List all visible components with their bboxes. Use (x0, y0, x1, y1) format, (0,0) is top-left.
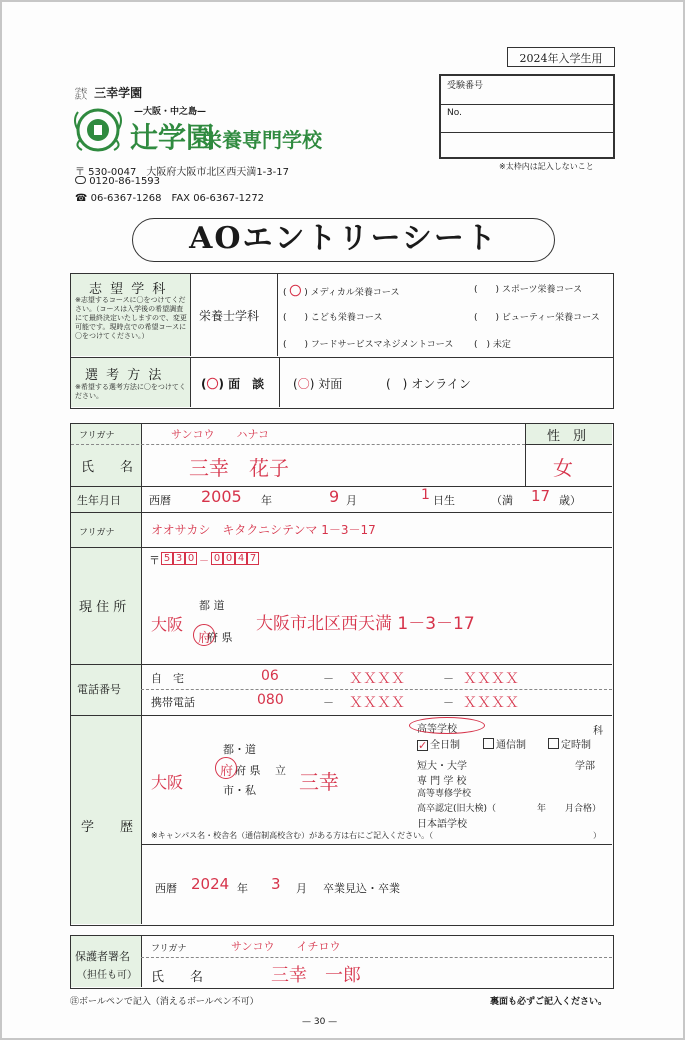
freedial-icon (75, 176, 86, 184)
school-postal-address: 〒 530-0047 大阪府大阪市北区西天満1-3-17 (75, 167, 289, 178)
grad-month[interactable]: 3 (271, 875, 281, 893)
address-street[interactable]: 大阪市北区西天満 1－3－17 (256, 614, 475, 634)
exam-number-box (439, 74, 615, 159)
address-furigana-label: フリガナ (79, 528, 115, 538)
furigana-label: フリガナ (79, 431, 115, 441)
furigana-value[interactable]: サンコウ ハナコ (171, 428, 270, 441)
school-name-sub: 栄養専門学校 (202, 128, 322, 152)
education-label: 学 歴 (81, 820, 134, 835)
school-corp: 学校法人 $^{三幸学園}$ (75, 86, 143, 101)
home-phone-2[interactable]: ＸＸＸＸ (349, 671, 405, 687)
selection-interview[interactable]: (〇) 面 談 (201, 377, 265, 391)
course-sports[interactable]: ( ) スポーツ栄養コース (474, 285, 583, 295)
parttime-checkbox[interactable]: 定時制 (548, 736, 591, 751)
address-pref[interactable]: 大阪 (151, 615, 184, 634)
course-beauty[interactable]: ( ) ビューティー栄養コース (474, 313, 600, 323)
personal-info-section: フリガナ サンコウ ハナコ 性 別 氏 名 三幸 花子 女 生年月日 西暦 2005 年 9 月 1 日生 （満 17 歳） フリガナ オオサカシ キタクニシテンマ 1－3－17 現 住 所 〒 5 3 0 － 0 0 4 7 都 道 府 県 大阪 府 大阪市北区西天満 1－3－17 電話番号 自 宅 06 － ＸＸＸＸ － ＸＸＸＸ 携帯電話 080 － ＸＸＸＸ － ＸＸＸＸ 学 歴 都・道 府 県 市・私 立 大阪 府 三幸 高等学校 科 ✓ 全日制 通信制 定時制 短大・大学 学部 専 門 学 校 高等専修学校 高卒認定(旧大検)（ 年 月合格） 日本語学校 ※キャンパス名・校舎名（通信制高校含む）がある方は右にご記入ください。（ ） 西暦 2024 年 3 月 卒業見込・卒業 (70, 423, 614, 926)
phone-label: 電話番号 (77, 683, 121, 696)
grad-year[interactable]: 2024 (191, 875, 230, 893)
year-tag: 2024年入学生用 (507, 47, 615, 67)
guardian-section: 保護者署名 （担任も可） フリガナ サンコウ イチロウ 氏 名 三幸 一郎 (70, 935, 614, 989)
mobile-phone-1[interactable]: 080 (257, 692, 284, 708)
course-section (70, 273, 614, 358)
grad-status[interactable]: 卒業見込・卒業 (323, 882, 400, 895)
age-value[interactable]: 17 (531, 487, 551, 505)
guardian-name[interactable]: 三幸 一郎 (271, 965, 361, 986)
course-kids[interactable]: ( ) こども栄養コース (283, 313, 383, 323)
course-label: 志 望 学 科 (89, 282, 168, 297)
school-tel-fax: ☎ 06-6367-1268 FAX 06-6367-1272 (75, 193, 265, 204)
course-note: ※志望するコースに〇をつけてください。（コースは入学後の希望調査にて最終決定いたしますので、変更可能です。現時点での希望コースに〇をつけてください。） (75, 296, 187, 340)
course-dept: 栄養士学科 (199, 309, 260, 323)
mobile-phone-3[interactable]: ＸＸＸＸ (463, 695, 519, 711)
school-name-main: 辻学園 (130, 121, 215, 154)
sheet-title: AOエントリーシート (132, 218, 555, 262)
birth-year[interactable]: 2005 (201, 487, 242, 506)
selection-note: ※希望する選考方法に〇をつけてください。 (75, 383, 186, 400)
phone-icon: ☎ (75, 193, 88, 204)
campus-note: ※キャンパス名・校舎名（通信制高校含む）がある方は右にご記入ください。（ (151, 831, 434, 840)
home-phone-3[interactable]: ＸＸＸＸ (463, 671, 519, 687)
gender-value[interactable]: 女 (553, 456, 573, 480)
name-value[interactable]: 三幸 花子 (189, 456, 289, 480)
name-label: 氏 名 (81, 460, 134, 475)
selection-label: 選 考 方 法 (85, 368, 164, 383)
school-group-name: 三幸学園 (94, 86, 143, 100)
address-furigana-value[interactable]: オオサカシ キタクニシテンマ 1－3－17 (151, 523, 376, 537)
education-pref[interactable]: 大阪 (151, 773, 184, 792)
exam-no-label: No. (447, 108, 462, 118)
course-food[interactable]: ( ) フードサービスマネジメントコース (283, 340, 454, 350)
selection-face[interactable]: (〇) 対面 (293, 377, 343, 391)
school-logo-icon (70, 106, 126, 154)
course-undecided[interactable]: ( ) 未定 (474, 340, 511, 350)
gender-label: 性 別 (547, 429, 587, 444)
address-label: 現 住 所 (79, 600, 127, 615)
fulltime-checkbox[interactable]: ✓ 全日制 (418, 739, 460, 752)
selection-online[interactable]: ( ) オンライン (386, 377, 471, 391)
highschool-option[interactable]: 高等学校 (417, 724, 457, 735)
selection-section (70, 357, 614, 409)
course-medical[interactable]: ( 〇 ) メディカル栄養コース (283, 284, 400, 298)
exam-number-label: 受験番号 (447, 81, 484, 91)
birth-month[interactable]: 9 (329, 487, 340, 506)
guardian-furigana[interactable]: サンコウ イチロウ (231, 940, 341, 953)
education-school-name[interactable]: 三幸 (299, 770, 339, 794)
school-freedial: 0120-86-1593 (75, 176, 160, 187)
bold-frame-note: ※太枠内は記入しないこと (499, 162, 594, 171)
footer-note-right: 裏面も必ずご記入ください。 (490, 997, 608, 1007)
guardian-label: 保護者署名 (75, 950, 130, 963)
birth-label: 生年月日 (77, 494, 121, 507)
school-area: —大阪・中之島— (134, 107, 207, 117)
correspondence-checkbox[interactable]: 通信制 (483, 736, 526, 751)
birth-day[interactable]: 1 (421, 487, 430, 503)
home-phone-1[interactable]: 06 (261, 668, 279, 684)
footer-note-left: ㊟ボールペンで記入（消えるボールペン不可） (70, 997, 259, 1007)
mobile-phone-2[interactable]: ＸＸＸＸ (349, 695, 405, 711)
page-number: — 30 — (302, 1017, 338, 1027)
